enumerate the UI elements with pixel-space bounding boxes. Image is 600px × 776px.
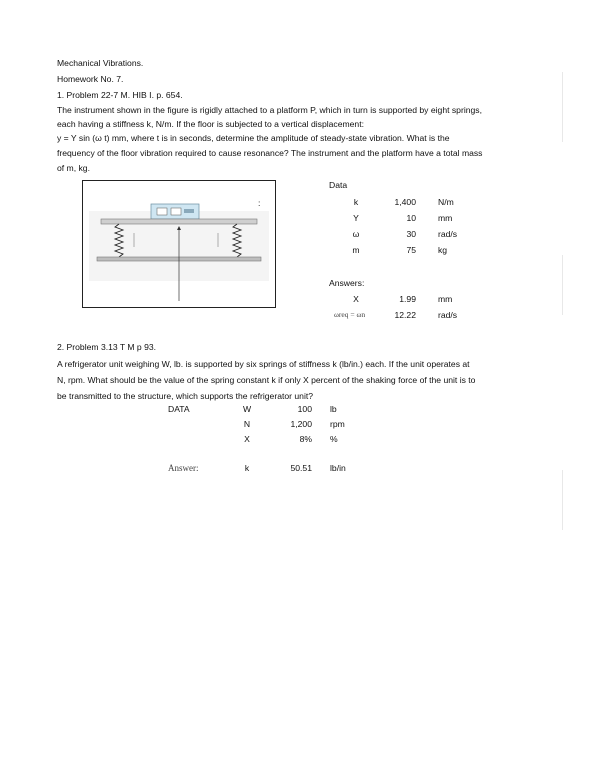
problem1-heading: 1. Problem 22-7 M. HIB I. p. 654. <box>57 90 183 100</box>
data-unit: kg <box>438 245 448 255</box>
problem1-text-line: each having a stiffness k, N/m. If the floor is subjected to a vertical displacement: <box>57 119 364 129</box>
answer-symbol: X <box>353 294 359 304</box>
data-symbol: ω <box>352 229 360 239</box>
problem2-text-line: be transmitted to the structure, which supports the refrigerator unit? <box>57 391 314 401</box>
data-value: 1,200 <box>290 419 312 429</box>
platform-spring-figure <box>82 180 276 308</box>
instrument-dial <box>157 208 167 215</box>
problem1-text-line: frequency of the floor vibration required to cause resonance? The instrument and the platform have a total mass <box>57 148 483 158</box>
answer-value: 12.22 <box>394 310 416 320</box>
data-unit: % <box>330 434 338 444</box>
instrument-dial <box>171 208 181 215</box>
answer-symbol: k <box>244 463 250 473</box>
instrument-panel <box>184 209 194 213</box>
problem1-text-line: The instrument shown in the figure is rigidly attached to a platform P, which in turn is supported by eight springs, <box>57 105 482 115</box>
problem2-text-line: N, rpm. What should be the value of the spring constant k if only X percent of the shaking force of the unit is to <box>57 375 476 385</box>
page-edge-line <box>562 255 563 315</box>
problem2-text-line: A refrigerator unit weighing W, lb. is supported by six springs of stiffness k (lb/in.) each. If the unit operates at <box>57 359 470 369</box>
homework-number: Homework No. 7. <box>57 74 124 84</box>
data-symbol: N <box>243 419 251 429</box>
data-symbol: k <box>353 197 359 207</box>
data-unit: rpm <box>330 419 345 429</box>
problem1-text-line: y = Y sin (ω t) mm, where t is in seconds, determine the amplitude of steady-state vibration. What is the <box>57 133 450 143</box>
data-value: 8% <box>299 434 312 444</box>
answer-unit: lb/in <box>330 463 346 473</box>
page-edge-line <box>562 72 563 142</box>
data-symbol: m <box>352 245 360 255</box>
data-symbol: W <box>242 404 252 414</box>
data-symbol: Y <box>353 213 359 223</box>
problem1-text-line: of m, kg. <box>57 163 90 173</box>
platform-p <box>101 219 257 224</box>
data-unit: mm <box>438 213 453 223</box>
document-title: Mechanical Vibrations. <box>57 58 144 68</box>
data-symbol: X <box>244 434 250 444</box>
answer-unit: rad/s <box>438 310 458 320</box>
answer-symbol: ωreq = ωn <box>334 310 366 319</box>
data-label: DATA <box>168 404 190 414</box>
answers-title: Answers: <box>329 278 365 288</box>
figure-stray-mark: : <box>258 198 261 208</box>
page-edge-line <box>562 470 563 530</box>
answer-value: 50.51 <box>290 463 312 473</box>
data-value: 75 <box>406 245 416 255</box>
answer-unit: mm <box>438 294 453 304</box>
data-title: Data <box>329 180 348 190</box>
data-value: 10 <box>406 213 416 223</box>
answer-label: Answer: <box>168 463 199 473</box>
data-unit: rad/s <box>438 229 458 239</box>
problem2-heading: 2. Problem 3.13 T M p 93. <box>57 342 157 352</box>
answer-value: 1.99 <box>399 294 416 304</box>
data-unit: N/m <box>438 197 454 207</box>
data-unit: lb <box>330 404 337 414</box>
data-value: 30 <box>406 229 416 239</box>
data-value: 100 <box>297 404 312 414</box>
figure-drawing <box>83 181 275 307</box>
data-value: 1,400 <box>394 197 416 207</box>
